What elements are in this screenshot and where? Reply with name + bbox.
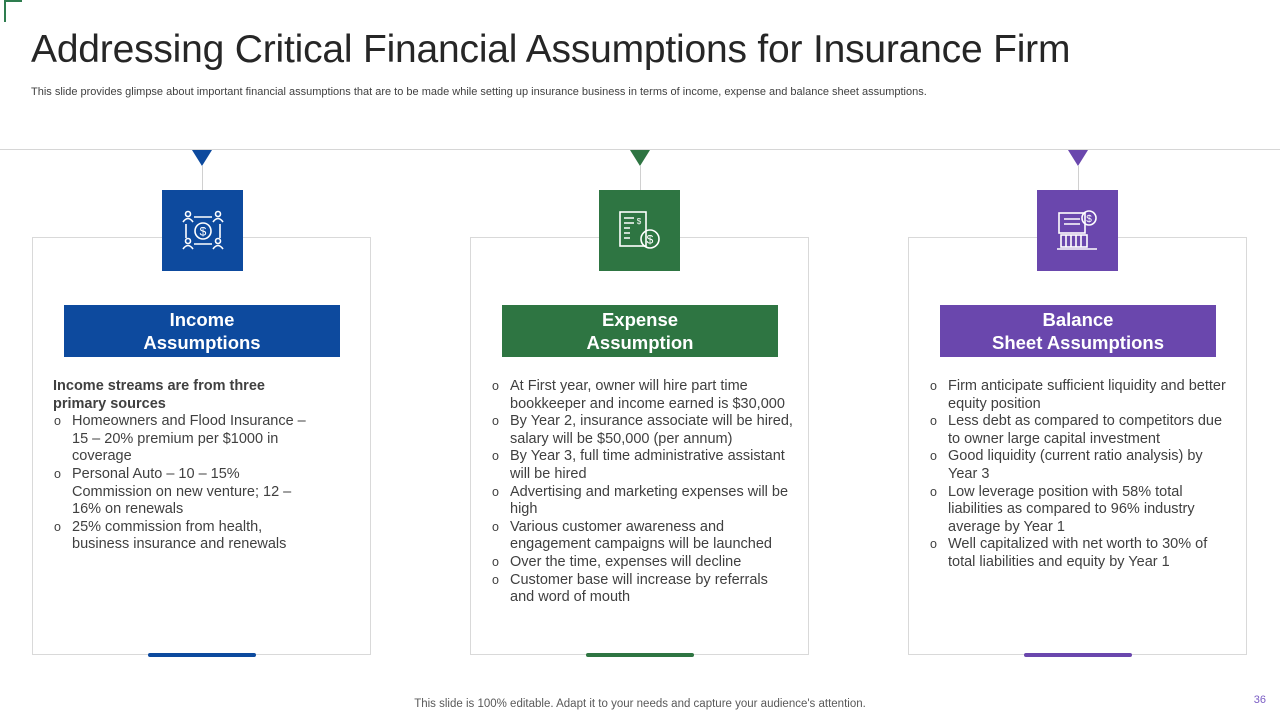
income-body	[53, 378, 323, 554]
expense-stem	[640, 166, 641, 190]
svg-text:$: $	[1085, 213, 1092, 225]
income-stem	[202, 166, 203, 190]
income-pointer	[192, 150, 212, 166]
corner-accent	[0, 0, 22, 22]
balance-body	[929, 378, 1234, 572]
list-item: o Low leverage position with 58% total liabilities as compared to 96% industry average by Year 1	[929, 484, 1234, 537]
list-item: o By Year 3, full time administrative assistant will be hired	[491, 448, 796, 483]
list-item: o Firm anticipate sufficient liquidity and better equity position	[929, 378, 1234, 413]
list-item: o Advertising and marketing expenses will be high	[491, 484, 796, 519]
expense-header: Expense Assumption	[502, 305, 778, 357]
expense-body	[491, 378, 796, 607]
income-lead: Income streams are from three primary sources	[53, 378, 265, 412]
list-item: o Personal Auto – 10 – 15% Commission on new venture; 12 – 16% on renewals	[53, 466, 323, 519]
list-item: o Homeowners and Flood Insurance – 15 – 20% premium per $1000 in coverage	[53, 413, 323, 466]
list-item: o Over the time, expenses will decline	[491, 554, 796, 572]
money-network-icon	[162, 190, 243, 271]
balance-header: Balance Sheet Assumptions	[940, 305, 1216, 357]
balance-stem	[1078, 166, 1079, 190]
expense-pointer	[630, 150, 650, 166]
slide-title: Addressing Critical Financial Assumptions for Insurance Firm	[31, 28, 1071, 71]
income-header: Income Assumptions	[64, 305, 340, 357]
list-item: o Various customer awareness and engagement campaigns will be launched	[491, 519, 796, 554]
income-bottom-bar	[148, 653, 256, 657]
list-item: o At First year, owner will hire part time bookkeeper and income earned is $30,000	[491, 378, 796, 413]
balance-bottom-bar	[1024, 653, 1132, 657]
expense-list	[491, 378, 796, 607]
list-item: o 25% commission from health, business insurance and renewals	[53, 519, 323, 554]
list-item: o Well capitalized with net worth to 30% of total liabilities and equity by Year 1	[929, 536, 1234, 571]
income-list	[53, 413, 323, 554]
list-item: o By Year 2, insurance associate will be hired, salary will be $50,000 (per annum)	[491, 413, 796, 448]
page-number: 36	[1253, 694, 1266, 706]
svg-text:$: $	[199, 224, 206, 238]
expense-bottom-bar	[586, 653, 694, 657]
balance-sheet-icon	[1037, 190, 1118, 271]
list-item: o Good liquidity (current ratio analysis) by Year 3	[929, 448, 1234, 483]
balance-pointer	[1068, 150, 1088, 166]
slide-subtitle: This slide provides glimpse about important financial assumptions that are to be made while setting up insurance business in terms of income, expense and balance sheet assumptions.	[31, 86, 927, 98]
slide-footer: This slide is 100% editable. Adapt it to your needs and capture your audience's attention.	[414, 698, 866, 710]
svg-text:$: $	[636, 216, 641, 226]
balance-list	[929, 378, 1234, 572]
expense-invoice-icon	[599, 190, 680, 271]
list-item: o Customer base will increase by referrals and word of mouth	[491, 572, 796, 607]
list-item: o Less debt as compared to competitors due to owner large capital investment	[929, 413, 1234, 448]
svg-text:$: $	[646, 232, 653, 246]
